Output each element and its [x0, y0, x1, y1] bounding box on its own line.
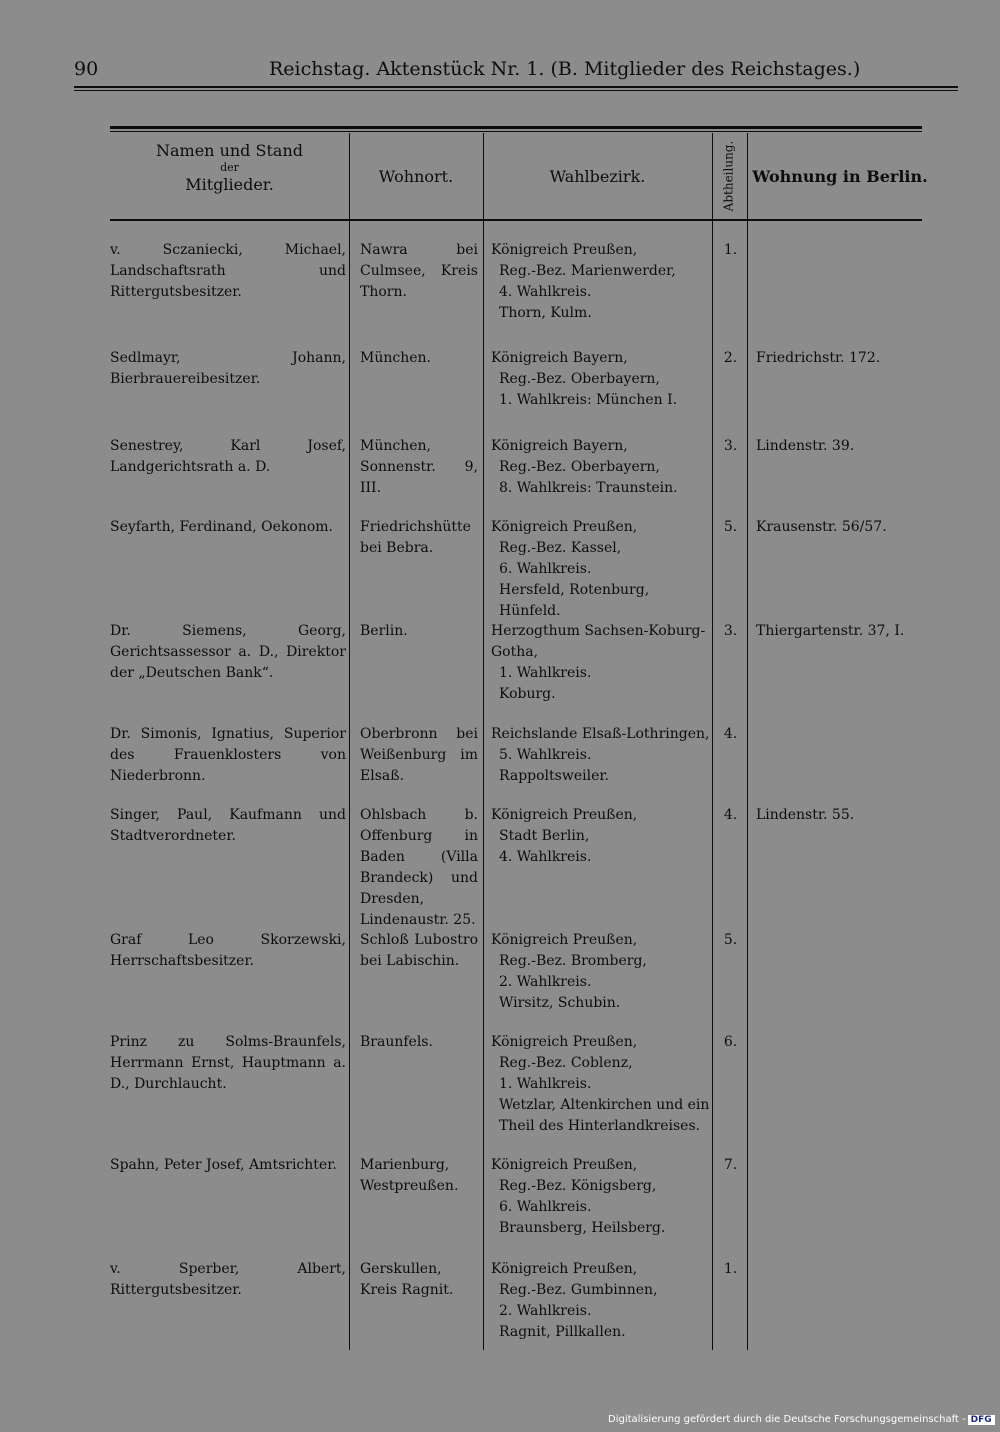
- constituency-line: 5. Wahlkreis.: [499, 747, 592, 763]
- member-constituency: [491, 348, 713, 411]
- column-header-name: [110, 140, 349, 196]
- member-name: Dr. Simonis, Ignatius, Superior des Frauenklosters von Niederbronn.: [110, 726, 346, 784]
- member-berlin-address: Thiergartenstr. 37, I.: [756, 623, 905, 639]
- column-header-name-line1: Namen und Stand: [156, 141, 303, 160]
- member-berlin-address: Krausenstr. 56/57.: [756, 519, 887, 535]
- constituency-line: Reg.-Bez. Gumbinnen,: [499, 1282, 658, 1298]
- member-constituency: [491, 1259, 713, 1343]
- column-divider: [349, 133, 350, 1350]
- column-divider: [747, 133, 748, 1350]
- member-residence: Nawra bei Culmsee, Kreis Thorn.: [360, 242, 478, 300]
- constituency-line: Reg.-Bez. Oberbayern,: [499, 459, 660, 475]
- constituency-line: Reg.-Bez. Königsberg,: [499, 1178, 657, 1194]
- member-division: 1.: [723, 1261, 738, 1277]
- member-constituency: [491, 436, 713, 499]
- constituency-line: Reg.-Bez. Bromberg,: [499, 953, 647, 969]
- constituency-line: Braunsberg, Heilsberg.: [499, 1220, 666, 1236]
- table-top-rule-thin: [110, 131, 922, 132]
- member-division: 5.: [723, 932, 738, 948]
- constituency-line: Hersfeld, Rotenburg, Hünfeld.: [499, 582, 650, 619]
- header-rule-thin: [74, 90, 958, 91]
- member-division: 4.: [723, 807, 738, 823]
- member-constituency: [491, 621, 713, 705]
- constituency-line: 6. Wahlkreis.: [499, 1199, 592, 1215]
- member-berlin-address: Friedrichstr. 172.: [756, 350, 881, 366]
- column-header-berlin: Wohnung in Berlin.: [752, 167, 928, 186]
- member-division: 5.: [723, 519, 738, 535]
- column-header-name-line2: der: [220, 161, 239, 174]
- member-name: Spahn, Peter Josef, Amtsrichter.: [110, 1157, 337, 1173]
- constituency-line: Königreich Preußen,: [491, 1034, 638, 1050]
- member-constituency: [491, 1032, 713, 1137]
- member-name: Singer, Paul, Kaufmann und Stadtverordneter.: [110, 807, 346, 844]
- column-header-wahl: Wahlbezirk.: [549, 167, 646, 186]
- constituency-line: 1. Wahlkreis: München I.: [499, 392, 678, 408]
- constituency-line: Reg.-Bez. Oberbayern,: [499, 371, 660, 387]
- constituency-line: Königreich Preußen,: [491, 519, 638, 535]
- member-residence: Gerskullen, Kreis Ragnit.: [360, 1261, 454, 1298]
- constituency-line: Königreich Preußen,: [491, 932, 638, 948]
- constituency-line: Reg.-Bez. Coblenz,: [499, 1055, 633, 1071]
- constituency-line: Herzogthum Sachsen-Koburg-Gotha,: [491, 623, 706, 660]
- member-residence: Braunfels.: [360, 1034, 433, 1050]
- constituency-line: Reg.-Bez. Marienwerder,: [499, 263, 676, 279]
- member-residence: Berlin.: [360, 623, 408, 639]
- constituency-line: Wetzlar, Altenkirchen und ein Theil des Hinterlandkreises.: [499, 1097, 710, 1134]
- table-top-rule: [110, 126, 922, 129]
- constituency-line: 6. Wahlkreis.: [499, 561, 592, 577]
- member-constituency: [491, 930, 713, 1014]
- member-division: 6.: [723, 1034, 738, 1050]
- member-berlin-address: Lindenstr. 55.: [756, 807, 855, 823]
- constituency-line: Königreich Preußen,: [491, 1261, 638, 1277]
- member-residence: Oberbronn bei Weißenburg im Elsaß.: [360, 726, 478, 784]
- member-name: Dr. Siemens, Georg, Gerichtsassessor a. D., Direktor der „Deutschen Bank“.: [110, 623, 346, 681]
- constituency-line: 1. Wahlkreis.: [499, 665, 592, 681]
- member-name: Prinz zu Solms-Braunfels, Herrmann Ernst, Hauptmann a. D., Durchlaucht.: [110, 1034, 346, 1092]
- member-residence: Friedrichshütte bei Bebra.: [360, 519, 471, 556]
- footer-text: Digitalisierung gefördert durch die Deutsche Forschungsgemeinschaft -: [608, 1414, 966, 1425]
- header-rule: [74, 86, 958, 88]
- member-residence: Schloß Lubostro bei Labischin.: [360, 932, 478, 969]
- column-header-abt-label: Abtheilung.: [721, 140, 736, 212]
- constituency-line: Wirsitz, Schubin.: [499, 995, 621, 1011]
- member-name: v. Sperber, Albert, Rittergutsbesitzer.: [110, 1261, 346, 1298]
- page-title: Reichstag. Aktenstück Nr. 1. (B. Mitglieder des Reichstages.): [269, 58, 861, 80]
- constituency-line: 8. Wahlkreis: Traunstein.: [499, 480, 678, 496]
- member-division: 1.: [723, 242, 738, 258]
- constituency-line: Koburg.: [499, 686, 556, 702]
- constituency-line: Reg.-Bez. Kassel,: [499, 540, 622, 556]
- constituency-line: Königreich Bayern,: [491, 350, 628, 366]
- member-division: 4.: [723, 726, 738, 742]
- member-constituency: [491, 1155, 713, 1239]
- member-division: 3.: [723, 438, 738, 454]
- constituency-line: Thorn, Kulm.: [499, 305, 592, 321]
- table-head-rule: [110, 219, 922, 221]
- constituency-line: Stadt Berlin,: [499, 828, 590, 844]
- constituency-line: Königreich Preußen,: [491, 807, 638, 823]
- footer-credit: [608, 1414, 995, 1425]
- member-residence: München, Sonnenstr. 9, III.: [360, 438, 478, 496]
- column-divider: [483, 133, 484, 1350]
- constituency-line: Rappoltsweiler.: [499, 768, 609, 784]
- member-constituency: [491, 724, 713, 787]
- member-constituency: [491, 805, 713, 868]
- constituency-line: Ragnit, Pillkallen.: [499, 1324, 626, 1340]
- member-division: 2.: [723, 350, 738, 366]
- member-division: 7.: [723, 1157, 738, 1173]
- member-residence: Marienburg, Westpreußen.: [360, 1157, 459, 1194]
- member-residence: München.: [360, 350, 431, 366]
- column-header-name-line3: Mitglieder.: [185, 175, 274, 194]
- member-berlin-address: Lindenstr. 39.: [756, 438, 855, 454]
- member-division: 3.: [723, 623, 738, 639]
- member-constituency: [491, 240, 713, 324]
- column-header-ort: Wohnort.: [378, 167, 454, 186]
- member-name: Sedlmayr, Johann, Bierbrauereibesitzer.: [110, 350, 346, 387]
- member-name: Graf Leo Skorzewski, Herrschaftsbesitzer.: [110, 932, 346, 969]
- constituency-line: Königreich Bayern,: [491, 438, 628, 454]
- member-residence: Ohlsbach b. Offenburg in Baden (Villa Brandeck) und Dresden, Lindenaustr. 25.: [360, 807, 478, 928]
- member-name: v. Sczaniecki, Michael, Landschaftsrath und Rittergutsbesitzer.: [110, 242, 346, 300]
- constituency-line: 4. Wahlkreis.: [499, 284, 592, 300]
- constituency-line: Königreich Preußen,: [491, 1157, 638, 1173]
- member-constituency: [491, 517, 713, 622]
- column-header-abt: [712, 133, 745, 219]
- constituency-line: Königreich Preußen,: [491, 242, 638, 258]
- constituency-line: Reichslande Elsaß-Lothringen,: [491, 726, 710, 742]
- member-name: Seyfarth, Ferdinand, Oekonom.: [110, 519, 334, 535]
- constituency-line: 1. Wahlkreis.: [499, 1076, 592, 1092]
- constituency-line: 2. Wahlkreis.: [499, 974, 592, 990]
- page-number: 90: [74, 58, 99, 80]
- constituency-line: 2. Wahlkreis.: [499, 1303, 592, 1319]
- dfg-logo: DFG: [968, 1415, 995, 1425]
- member-name: Senestrey, Karl Josef, Landgerichtsrath a. D.: [110, 438, 346, 475]
- constituency-line: 4. Wahlkreis.: [499, 849, 592, 865]
